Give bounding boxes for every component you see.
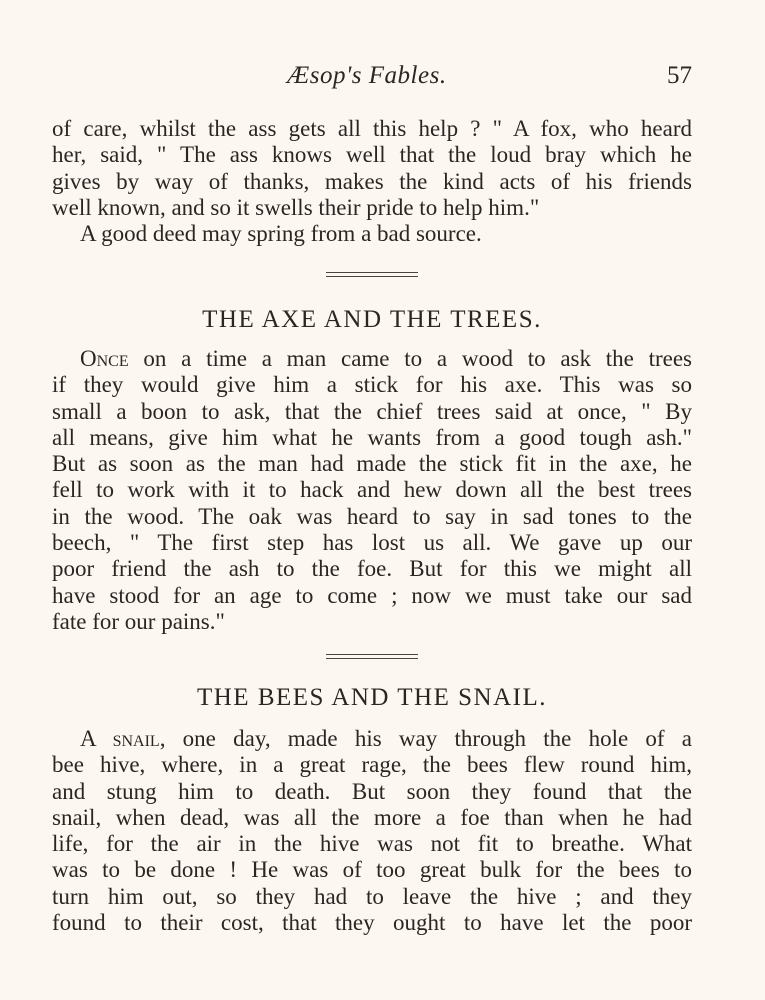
opening-letter: A bbox=[80, 726, 96, 751]
text-line: small a boon to ask, that the chief trees said at once, " By bbox=[52, 398, 692, 424]
opening-word: Once bbox=[80, 346, 129, 371]
fable-moral: A good deed may spring from a bad source. bbox=[80, 221, 482, 247]
fable-title-axe-and-trees: THE AXE AND THE TREES. bbox=[202, 306, 542, 333]
fable-body-axe-and-trees bbox=[52, 346, 692, 635]
running-title: Æsop's Fables. bbox=[287, 62, 447, 89]
text-line: in the wood. The oak was heard to say in sad tones to the bbox=[52, 503, 692, 529]
text-line: But as soon as the man had made the stick fit in the axe, he bbox=[52, 451, 692, 477]
text-line: bee hive, where, in a great rage, the bees flew round him, bbox=[52, 752, 692, 778]
text-line: snail, when dead, was all the more a foe than when he had bbox=[52, 804, 692, 830]
text-line: life, for the air in the hive was not fit to breathe. What bbox=[52, 831, 692, 857]
text-span: one day, made his way through the hole of a bbox=[165, 726, 692, 751]
text-span: on a time a man came to a wood to ask the trees bbox=[128, 346, 692, 371]
opening-word: snail, bbox=[112, 726, 166, 751]
page-number: 57 bbox=[667, 62, 692, 89]
text-line: gives by way of thanks, makes the kind acts of his friends bbox=[52, 168, 692, 194]
text-line: well known, and so it swells their pride to help him." bbox=[52, 194, 540, 220]
running-head bbox=[52, 62, 692, 94]
text-line: of care, whilst the ass gets all this help ? " A fox, who heard bbox=[52, 116, 692, 141]
section-divider bbox=[326, 272, 418, 278]
text-line: all means, give him what he wants from a good tough ash." bbox=[52, 424, 692, 450]
text-line: fate for our pains." bbox=[52, 608, 225, 634]
text-line: have stood for an age to come ; now we must take our sad bbox=[52, 582, 692, 608]
text-line bbox=[52, 726, 692, 752]
fable-body-bees-and-snail bbox=[52, 726, 692, 936]
text-line bbox=[52, 346, 692, 372]
text-line: her, said, " The ass knows well that the loud bray which he bbox=[52, 142, 692, 168]
text-line: fell to work with it to hack and hew down all the best trees bbox=[52, 477, 692, 503]
fable-title-bees-and-snail: THE BEES AND THE SNAIL. bbox=[196, 684, 547, 711]
text-line: and stung him to death. But soon they found that the bbox=[52, 778, 692, 804]
text-line: found to their cost, that they ought to have let the poor bbox=[52, 910, 692, 936]
fable-ending bbox=[52, 116, 692, 247]
text-line: poor friend the ash to the foe. But for this we might all bbox=[52, 556, 692, 582]
section-divider bbox=[326, 654, 418, 660]
text-line: if they would give him a stick for his axe. This was so bbox=[52, 372, 692, 398]
text-line: was to be done ! He was of too great bulk for the bees to bbox=[52, 857, 692, 883]
text-line: beech, " The first step has lost us all. We gave up our bbox=[52, 530, 692, 556]
text-line: turn him out, so they had to leave the hive ; and they bbox=[52, 883, 692, 909]
